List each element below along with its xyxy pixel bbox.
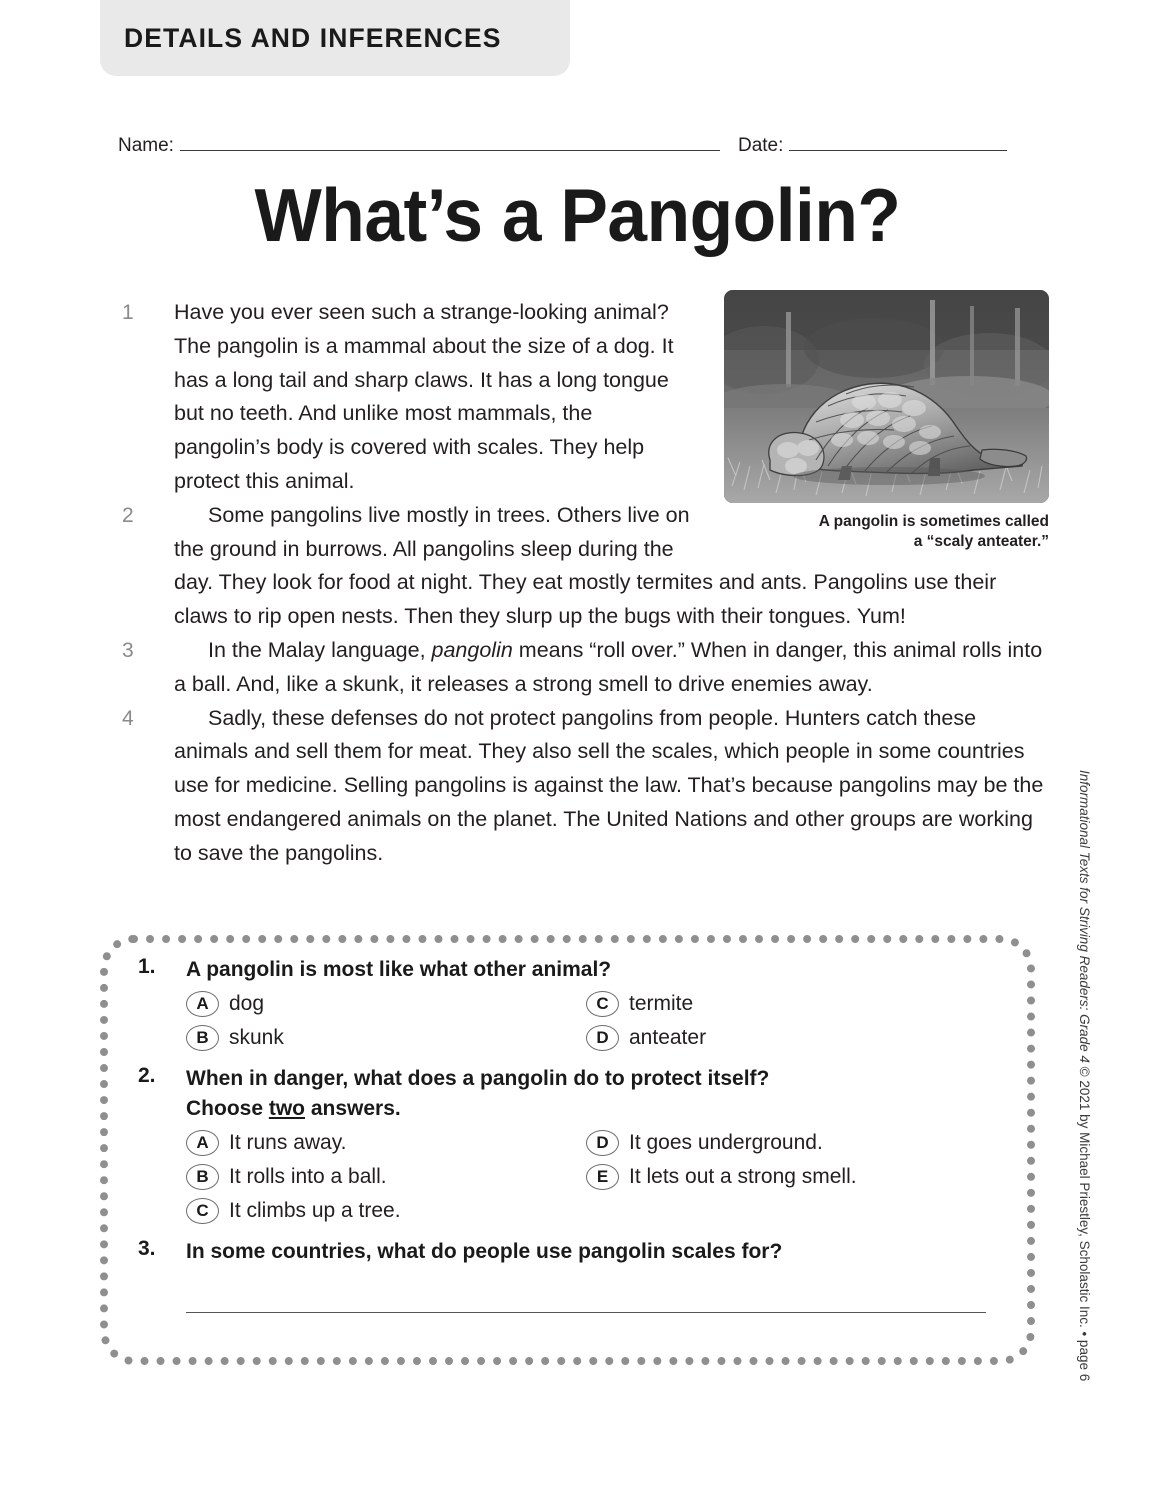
paragraph-number-4: 4 [122, 706, 134, 730]
name-label: Name: [118, 135, 174, 156]
option-letter-c: C [186, 1198, 219, 1224]
question-1-right-column [586, 991, 986, 1059]
paragraph-1 [118, 296, 1053, 499]
paragraph-number-2: 2 [122, 503, 134, 527]
paragraph-3-text-before: In the Malay language, [208, 637, 432, 662]
question-2-options [186, 1130, 1018, 1232]
question-1-left-column [186, 991, 586, 1059]
questions-content [118, 955, 1018, 1313]
question-1 [118, 955, 1018, 1059]
paragraph-number-1: 1 [122, 301, 134, 324]
option-text-b: It rolls into a ball. [229, 1165, 387, 1188]
option-text-a: It runs away. [229, 1131, 347, 1154]
question-1-option-b[interactable] [186, 1025, 586, 1051]
photo-caption-line2: a “scaly anteater.” [913, 533, 1049, 550]
paragraph-4 [118, 702, 1053, 871]
option-letter-e: E [586, 1164, 619, 1190]
copyright-credit [1077, 770, 1092, 1390]
paragraph-2 [118, 499, 1053, 634]
question-1-option-d[interactable] [586, 1025, 986, 1051]
section-banner [100, 0, 570, 76]
paragraph-text-1: Have you ever seen such a strange-looking animal? The pangolin is a mammal about the size of a dog. It has a long tail and sharp claws. It has a long tongue but no teeth. And unlike most mammals, the pangolin’s body is covered with scales. They help protect this animal. [174, 300, 674, 493]
question-1-option-a[interactable] [186, 991, 586, 1017]
credit-book-title: Informational Texts for Striving Readers: Grade 4 [1077, 770, 1092, 1063]
page-title: What’s a Pangolin? [254, 173, 901, 257]
credit-rest: © 2021 by Michael Priestley, Scholastic Inc. • page 6 [1077, 1062, 1092, 1382]
paragraph-3-text-after: means “roll over.” When in danger, this animal rolls into a ball. And, like a skunk, it releases a strong smell to drive enemies away. [174, 637, 1043, 696]
option-letter-b: B [186, 1164, 219, 1190]
paragraph-3-italic-term: pangolin [431, 637, 513, 662]
question-2-prompt [186, 1064, 1018, 1124]
question-2-prompt-line1: When in danger, what does a pangolin do to protect itself? [186, 1067, 770, 1090]
option-text-b: skunk [229, 1026, 284, 1049]
question-3-prompt: In some countries, what do people use pangolin scales for? [186, 1240, 783, 1263]
paragraph-text-4: Sadly, these defenses do not protect pangolins from people. Hunters catch these animals and sell them for meat. They also sell the scales, which people in some countries use for medicine. Selling pangolins is against the law. That’s because pangolins may be the most endangered animals on the planet. The United Nations and other groups are working to save the pangolins. [174, 705, 1044, 865]
paragraph-number-3: 3 [122, 638, 134, 662]
question-1-option-c[interactable] [586, 991, 986, 1017]
question-2-choose-post: answers. [305, 1097, 401, 1120]
question-3 [118, 1237, 1018, 1267]
paragraph-3 [118, 634, 1053, 702]
question-2-option-c[interactable] [186, 1198, 586, 1224]
name-input-line[interactable] [180, 136, 720, 151]
question-2 [118, 1064, 1018, 1232]
question-1-number: 1. [138, 955, 156, 978]
option-text-a: dog [229, 992, 265, 1015]
question-1-prompt: A pangolin is most like what other animal? [186, 958, 612, 981]
question-1-options [186, 991, 1018, 1059]
question-2-left-column [186, 1130, 586, 1232]
option-text-d: It goes underground. [629, 1131, 823, 1154]
date-label: Date: [737, 135, 784, 156]
question-2-choose-pre: Choose [186, 1097, 269, 1120]
question-2-option-b[interactable] [186, 1164, 586, 1190]
photo-caption-line1: A pangolin is sometimes called [818, 513, 1049, 530]
banner-title: DETAILS AND INFERENCES [124, 22, 502, 53]
option-text-d: anteater [629, 1026, 707, 1049]
option-letter-a: A [186, 1130, 219, 1156]
option-text-c: It climbs up a tree. [229, 1199, 401, 1222]
question-2-choose-underline: two [268, 1097, 305, 1120]
question-2-option-a[interactable] [186, 1130, 586, 1156]
option-letter-d: D [586, 1130, 619, 1156]
question-2-right-column [586, 1130, 986, 1232]
question-2-number: 2. [138, 1064, 156, 1087]
option-letter-b: B [186, 1025, 219, 1051]
question-3-number: 3. [138, 1237, 156, 1260]
name-date-row [118, 135, 1018, 157]
article-body [118, 296, 1053, 871]
date-input-line[interactable] [789, 136, 1007, 151]
question-2-option-d[interactable] [586, 1130, 986, 1156]
question-2-option-e[interactable] [586, 1164, 986, 1190]
option-text-e: It lets out a strong smell. [629, 1165, 857, 1188]
option-letter-c: C [586, 991, 619, 1017]
option-letter-d: D [586, 1025, 619, 1051]
question-3-answer-line[interactable] [186, 1311, 986, 1313]
option-text-c: termite [629, 992, 694, 1015]
paragraph-text-2: Some pangolins live mostly in trees. Others live on the ground in burrows. All pangolins sleep during the day. They look for food at night. They eat mostly termites and ants. Pangolins use their claws to rip open nests. Then they slurp up the bugs with their tongues. Yum! [174, 502, 997, 629]
option-letter-a: A [186, 991, 219, 1017]
